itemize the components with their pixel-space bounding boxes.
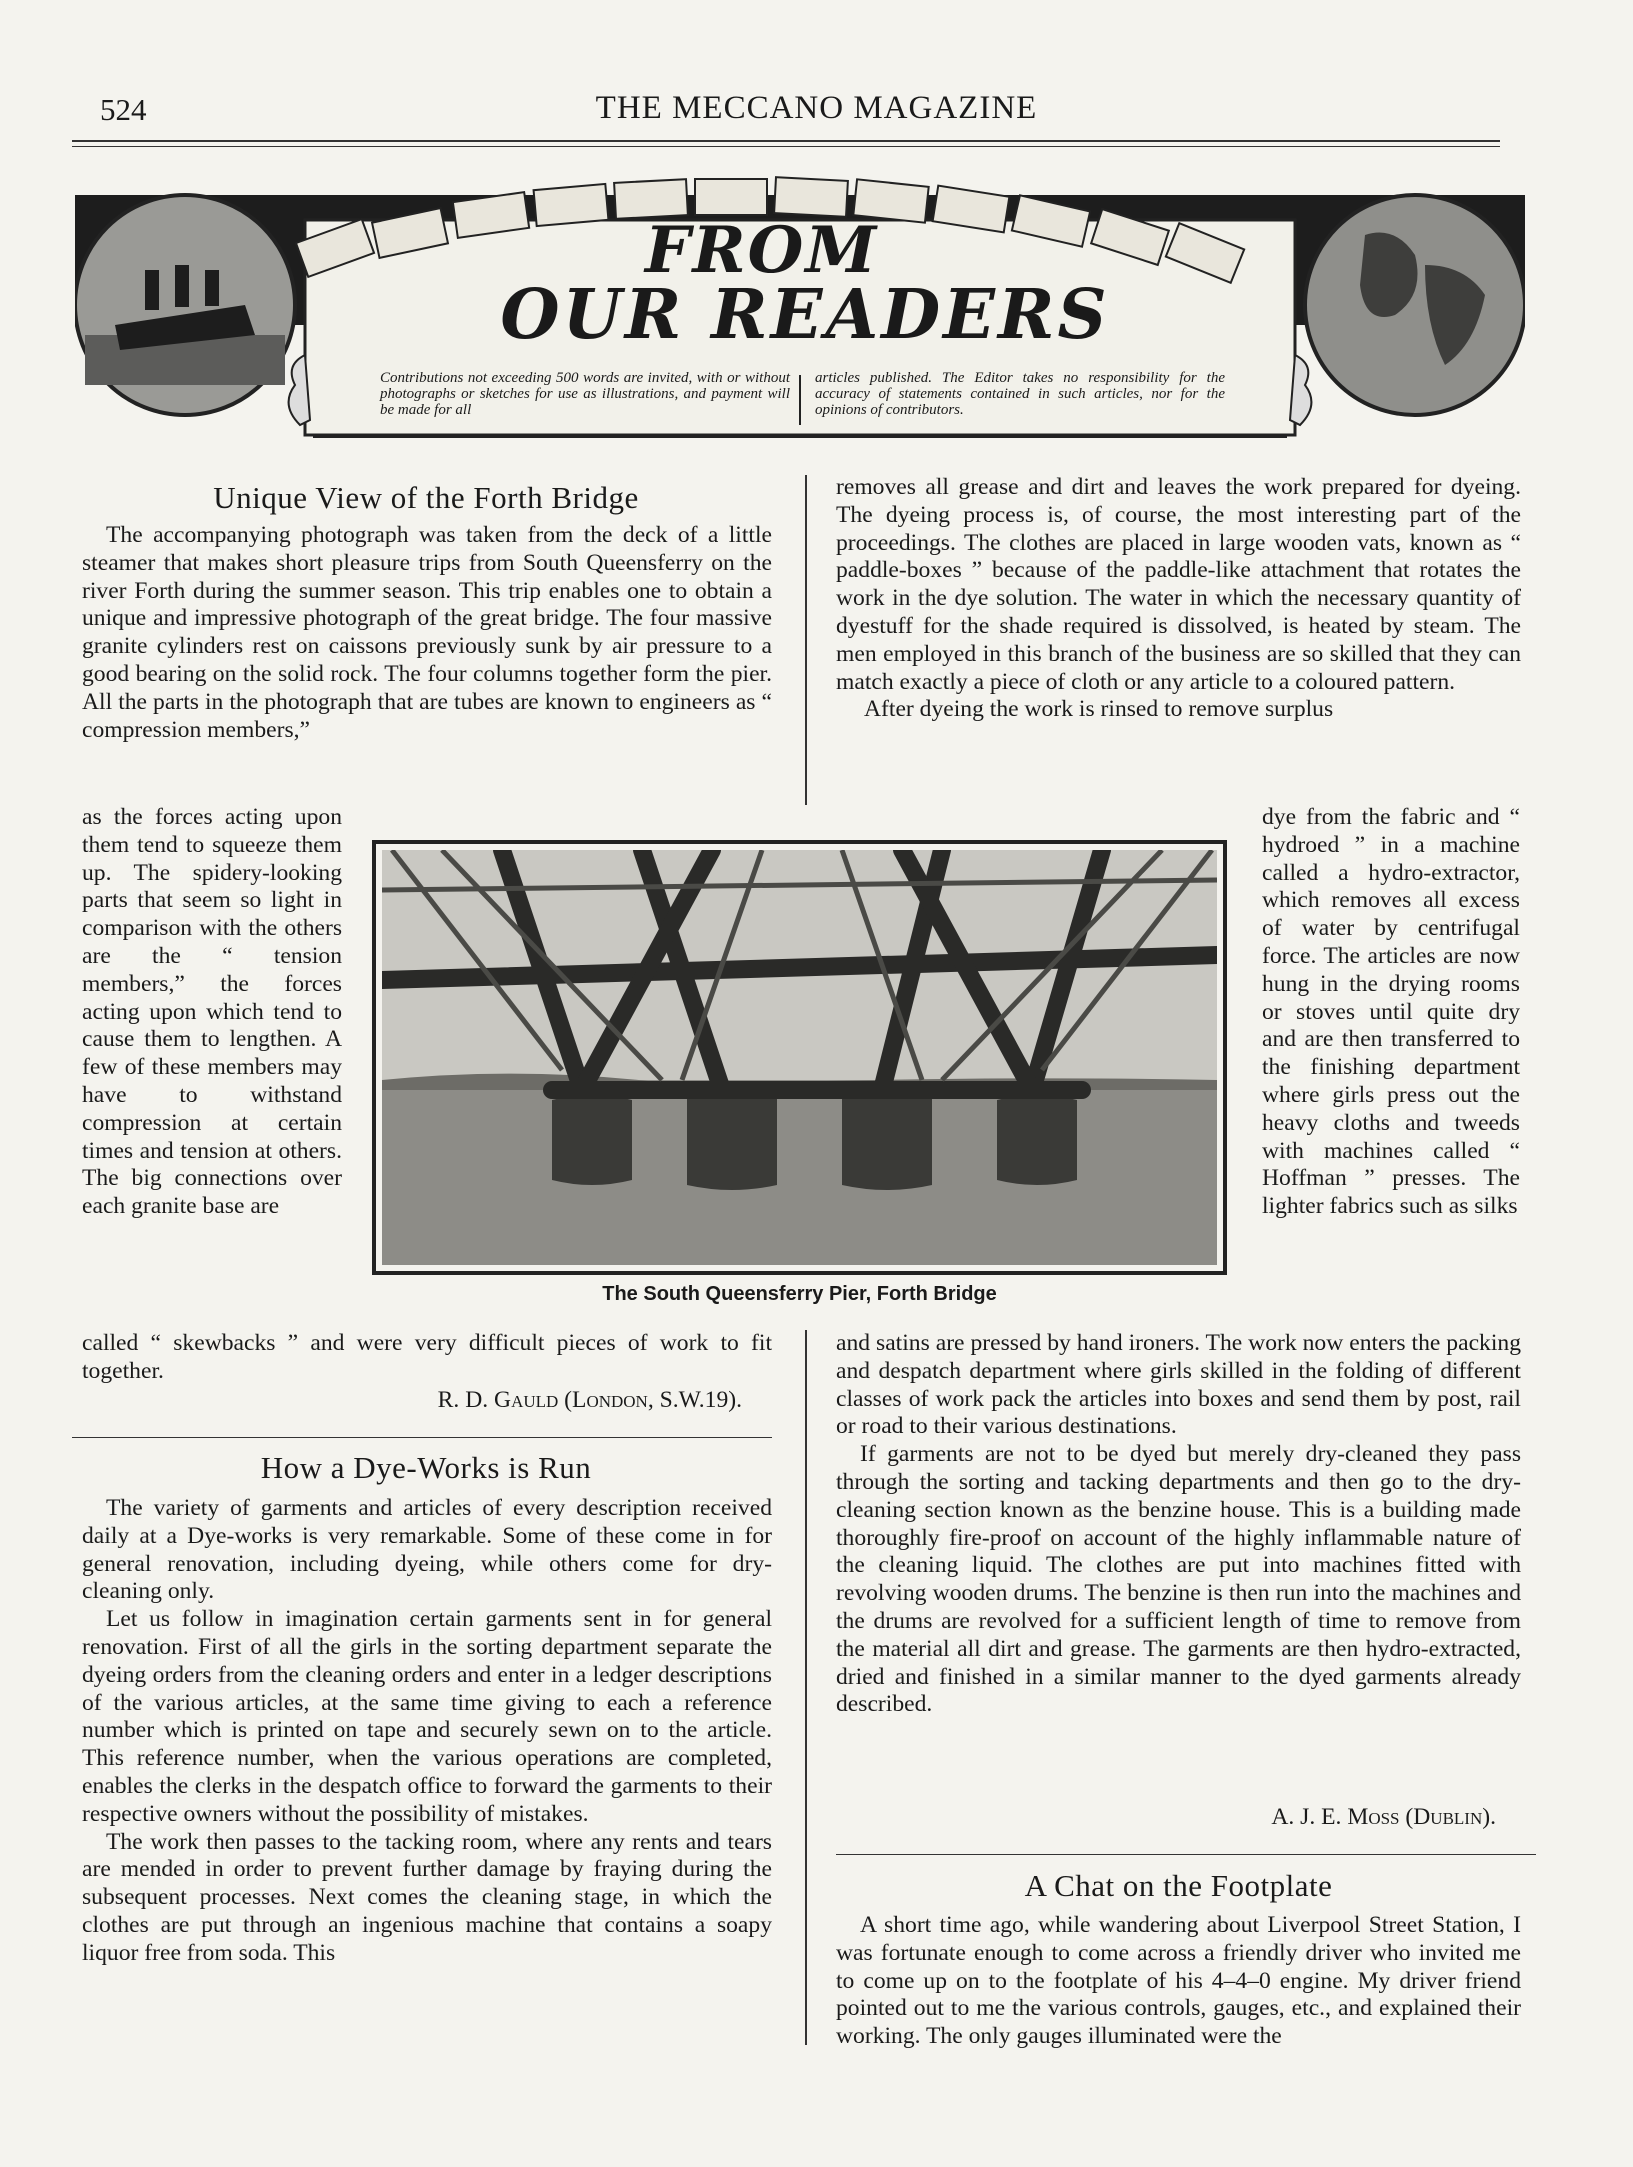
from-our-readers-banner <box>75 175 1525 455</box>
paragraph: called “ skewbacks ” and were very difficult pieces of work to fit together. <box>82 1330 772 1384</box>
article-forth-bridge-text-wrap <box>82 804 342 1221</box>
banner-title-from: FROM <box>645 213 879 288</box>
article-dye-works-right-top <box>836 474 1521 724</box>
section-rule <box>836 1854 1536 1855</box>
paragraph: If garments are not to be dyed but merely dry-cleaned they pass through the sorting and tacking departments and then go to the dry-cleaning section known as the benzine house. This is a building made thoroughly fire-proof on account of the highly inflammable nature of the cleaning liquid. The clothes are put into machines fitted with revolving wooden drums. The benzine is then run into the machines and the drums are revolved for a sufficient length of time to remove from the material all dirt and grease. The garments are then hydro-extracted, dried and finished in a similar manner to the dyed garments already described. <box>836 1441 1521 1718</box>
article-title-dye-works: How a Dye-Works is Run <box>260 1450 592 1485</box>
paragraph: The accompanying photograph was taken from the deck of a little steamer that makes short pleasure trips from South Queensferry on the river Forth during the summer season. This trip enables one to obtain a unique and impressive photograph of the great bridge. The four massive granite cylinders rest on caissons previously sunk by air pressure to a good bearing on the solid rock. The four columns together form the pier. All the parts in the photograph that are tubes are known to engineers as “ compression members,” <box>82 522 772 743</box>
article-dye-works-left-text <box>82 1495 772 1968</box>
header-rule-thin <box>72 146 1500 147</box>
section-rule <box>72 1437 772 1438</box>
article-title-footplate: A Chat on the Footplate <box>1024 1868 1333 1903</box>
photo-forth-bridge <box>372 840 1227 1275</box>
magazine-title: THE MECCANO MAGAZINE <box>595 90 1038 126</box>
header-rule <box>72 140 1500 142</box>
paragraph: dye from the fabric and “ hydroed ” in a machine called a hydro-extractor, which removes all excess of water by centrifugal force. The articles are now hung in the drying rooms or stoves until quite dry and are then transferred to the finishing department where girls press out the heavy cloths and tweeds with machines called “ Hoffman ” presses. The lighter fabrics such as silks <box>1262 804 1520 1220</box>
paragraph: as the forces acting upon them tend to squeeze them up. The spidery-looking parts that seem so light in comparison with the others are the “ tension members,” the forces acting upon which tend to cause them to lengthen. A few of these members may have to withstand compression at certain times and tension at others. The big connections over each granite base are <box>82 804 342 1220</box>
article-footplate-text <box>836 1912 1521 2051</box>
paragraph: removes all grease and dirt and leaves the work prepared for dyeing. The dyeing process is, of course, the most interesting part of the proceedings. The clothes are placed in large wooden vats, known as “ paddle-boxes ” because of the paddle-like attachment that rotates the work in the dye solution. The water in which the necessary quantity of dyestuff for the shade required is dissolved, is heated by steam. The men employed in this branch of the business are so skilled that they can match exactly a piece of cloth or any article to a coloured pattern. <box>836 474 1521 695</box>
paragraph: The work then passes to the tacking room, where any rents and tears are mended in order to prevent further damage by fraying during the subsequent processes. Next comes the cleaning stage, in which the clothes are put through an ingenious machine that contains a soapy liquor free from soda. This <box>82 1828 772 1966</box>
column-divider-top <box>805 475 807 805</box>
paragraph: After dyeing the work is rinsed to remove surplus <box>864 696 1334 723</box>
paragraph: and satins are pressed by hand ironers. The work now enters the packing and despatch department where girls skilled in the folding of different classes of work pack the articles into boxes and send them by post, rail or road to their various destinations. <box>836 1330 1521 1440</box>
paragraph: A short time ago, while wandering about Liverpool Street Station, I was fortunate enough to come across a friendly driver who invited me to come up on to the footplate of his 4–4–0 engine. My driver friend pointed out to me the various controls, gauges, etc., and explained their working. The only gauges illuminated were the <box>836 1912 1521 2050</box>
banner-title-our-readers: OUR READERS <box>500 275 1110 355</box>
banner-note-left: Contributions not exceeding 500 words are invited, with or without photographs or sketches for use as illustrations, and payment will be made for all <box>380 370 790 418</box>
paragraph: Let us follow in imagination certain garments sent in for general renovation. First of all the girls in the sorting department separate the dyeing orders from the cleaning orders and enter in a ledger descriptions of the various articles, at the same time giving to each a reference number which is printed on tape and securely sewn on to the article. This reference number, when the various operations are completed, enables the clerks in the despatch office to forward the garments to their respective owners without the possibility of mistakes. <box>82 1606 772 1827</box>
column-divider-bottom <box>805 1330 807 2045</box>
signature-gauld: R. D. Gauld (London, S.W.19). <box>437 1387 742 1413</box>
article-title-forth-bridge: Unique View of the Forth Bridge <box>213 480 639 515</box>
article-forth-bridge-text-bottom <box>82 1330 772 1386</box>
article-dye-works-right-wrap <box>1262 804 1520 1221</box>
paragraph: The variety of garments and articles of every description received daily at a Dye-works is very remarkable. Some of these come in for general renovation, including dyeing, while others come for dry-cleaning only. <box>82 1495 772 1605</box>
banner-note-right: articles published. The Editor takes no responsibility for the accuracy of statements contained in such articles, nor for the opinions of contributors. <box>815 370 1225 418</box>
signature-moss: A. J. E. Moss (Dublin). <box>1271 1804 1496 1830</box>
article-forth-bridge-text-top <box>82 522 772 744</box>
photo-caption: The South Queensferry Pier, Forth Bridge <box>602 1283 997 1305</box>
page-number: 524 <box>100 92 147 127</box>
forth-bridge-image <box>382 850 1217 1265</box>
article-dye-works-right-bottom <box>836 1330 1521 1719</box>
